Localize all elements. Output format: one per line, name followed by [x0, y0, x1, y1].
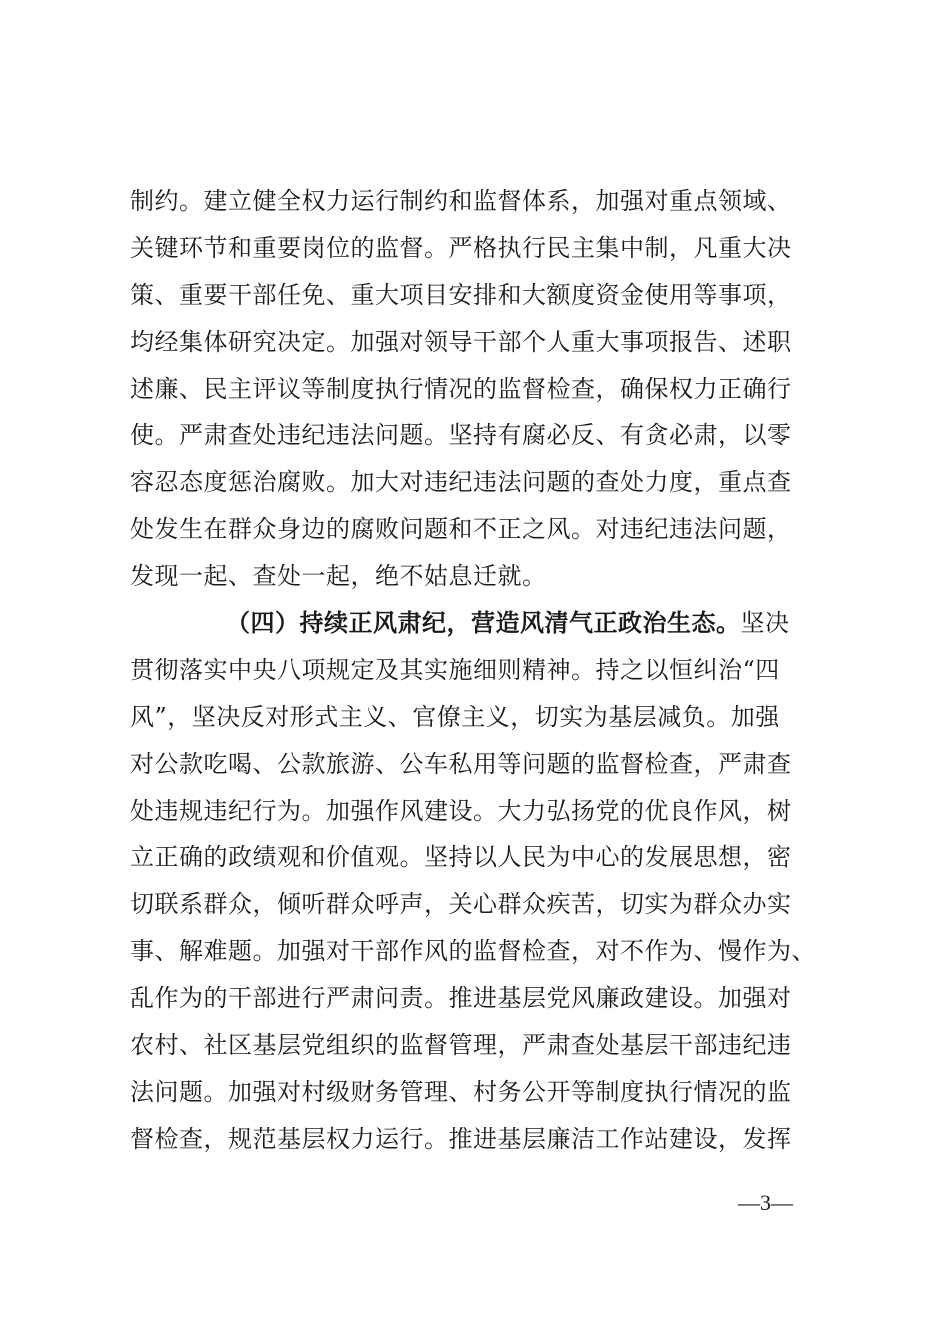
text-line: 立正确的政绩观和价值观。坚持以人民为中心的发展思想，密 [130, 843, 792, 872]
text-line: 处违规违纪行为。加强作风建设。大力弘扬党的优良作风，树 [130, 796, 792, 825]
text-line: 策、重要干部任免、重大项目安排和大额度资金使用等事项， [130, 280, 792, 309]
page-number: —3— [738, 1190, 793, 1215]
section-heading: （四）持续正风肃纪，营造风清气正政治生态。 [226, 608, 741, 638]
text-line: 述廉、民主评议等制度执行情况的监督检查，确保权力正确行 [130, 374, 792, 403]
text-line: 切联系群众，倾听群众呼声，关心群众疾苦，切实为群众办实 [130, 890, 792, 919]
text-line: 事、解难题。加强对干部作风的监督检查，对不作为、慢作为、 [130, 937, 816, 966]
text-line: 对公款吃喝、公款旅游、公车私用等问题的监督检查，严肃查 [130, 749, 792, 778]
text-line: 法问题。加强对村级财务管理、村务公开等制度执行情况的监 [130, 1077, 792, 1106]
text-line: 制约。建立健全权力运行制约和监督体系，加强对重点领域、 [130, 187, 792, 215]
text-line: 发现一起、查处一起，绝不姑息迁就。 [130, 562, 547, 591]
text-line: 贯彻落实中央八项规定及其实施细则精神。持之以恒纠治“四 [130, 655, 780, 684]
section-heading-line [130, 600, 830, 647]
text-line: 处发生在群众身边的腐败问题和不正之风。对违纪违法问题， [130, 515, 792, 544]
text-line: 风”，坚决反对形式主义、官僚主义，切实为基层减负。加强 [130, 702, 780, 731]
text-line: 关键环节和重要岗位的监督。严格执行民主集中制，凡重大决 [130, 233, 792, 262]
text-line: 督检查，规范基层权力运行。推进基层廉洁工作站建设，发挥 [130, 1124, 792, 1153]
body-text [130, 178, 830, 1163]
section-heading-tail: 坚决 [740, 609, 790, 638]
text-line: 农村、社区基层党组织的监督管理，严肃查处基层干部违纪违 [130, 1031, 792, 1060]
text-line: 均经集体研究决定。加强对领导干部个人重大事项报告、述职 [130, 327, 792, 356]
text-line: 乱作为的干部进行严肃问责。推进基层党风廉政建设。加强对 [130, 984, 792, 1013]
text-line: 容忍态度惩治腐败。加大对违纪违法问题的查处力度，重点查 [130, 468, 792, 497]
text-line: 使。严肃查处违纪违法问题。坚持有腐必反、有贪必肃，以零 [130, 421, 792, 450]
